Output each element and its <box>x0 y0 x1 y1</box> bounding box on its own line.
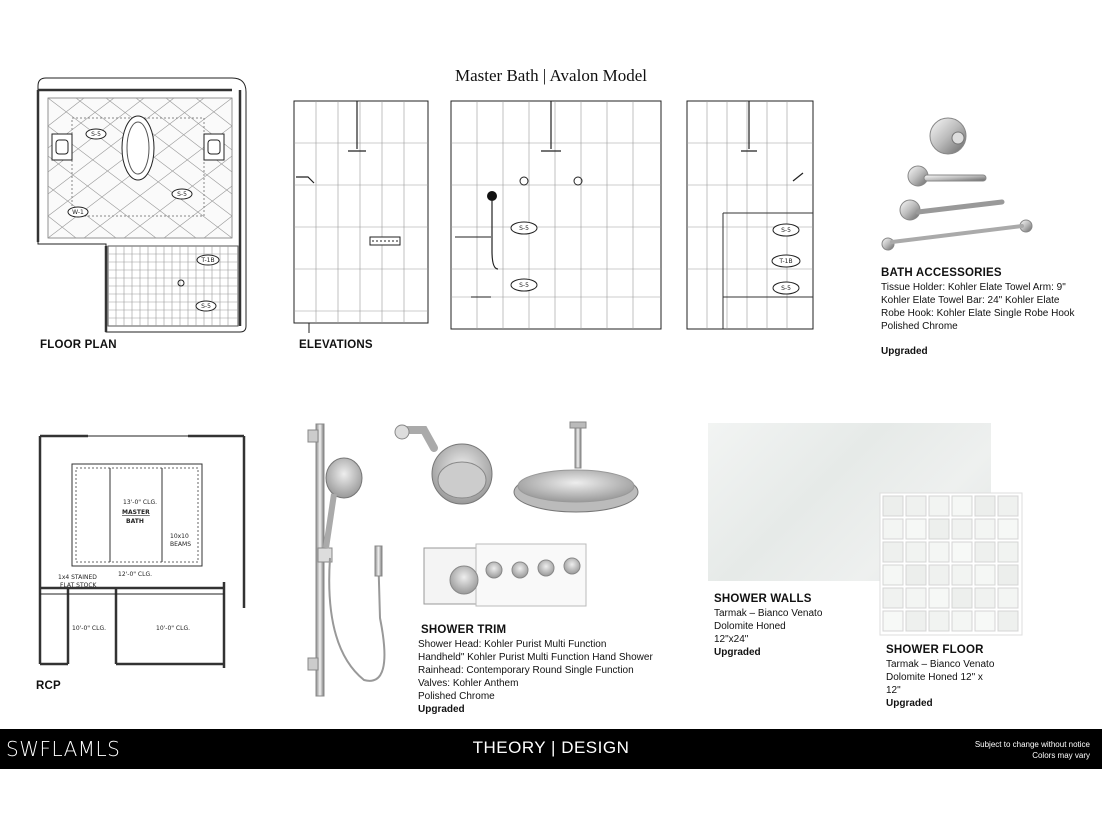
floor-tile <box>952 519 972 539</box>
bath-accessories-spec <box>881 267 1096 358</box>
floor-tile <box>906 496 926 516</box>
shower-trim-line: Valves: Kohler Anthem <box>418 678 519 689</box>
shower-walls-heading: SHOWER WALLS <box>714 593 812 605</box>
shower-floor-line: Tarmak – Bianco Venato <box>886 659 995 670</box>
shower-walls-line: Tarmak – Bianco Venato <box>714 608 823 619</box>
footer-brand: THEORY | DESIGN <box>472 738 630 757</box>
svg-text:10'-0" CLG.: 10'-0" CLG. <box>156 625 191 632</box>
floor-plan-drawing <box>36 76 248 334</box>
floor-tile <box>975 611 995 631</box>
shower-trim-line: Shower Head: Kohler Purist Multi Function <box>418 639 607 650</box>
svg-text:MASTER: MASTER <box>122 509 150 516</box>
svg-text:BEAMS: BEAMS <box>170 541 191 548</box>
shower-floor-line: Dolomite Honed 12" x <box>886 672 983 683</box>
floor-tile <box>883 542 903 562</box>
bath-accessories-line: Polished Chrome <box>881 321 958 332</box>
shower-trim-status: Upgraded <box>418 704 465 715</box>
floor-tile <box>929 519 949 539</box>
svg-text:S-5: S-5 <box>781 227 791 234</box>
svg-text:S-5: S-5 <box>91 131 101 138</box>
shower-floor-line: 12" <box>886 685 901 696</box>
bath-accessories-heading: BATH ACCESSORIES <box>881 267 1002 279</box>
svg-text:10'-0" CLG.: 10'-0" CLG. <box>72 625 107 632</box>
shower-floor-status: Upgraded <box>886 698 933 709</box>
floor-tile <box>929 542 949 562</box>
elevations-label: ELEVATIONS <box>299 339 373 351</box>
bath-accessories-line: Tissue Holder: Kohler Elate Towel Arm: 9" <box>881 282 1066 293</box>
svg-text:FLAT STOCK: FLAT STOCK <box>60 582 97 589</box>
svg-text:S-5: S-5 <box>519 225 529 232</box>
floor-tile <box>998 611 1018 631</box>
floor-tile <box>883 588 903 608</box>
elevation-right-tags <box>772 224 800 294</box>
shower-floor-heading: SHOWER FLOOR <box>886 644 984 656</box>
floor-tile <box>883 611 903 631</box>
floor-tile <box>906 542 926 562</box>
footer-note-line: Colors may vary <box>1032 751 1090 760</box>
rcp-label: RCP <box>36 680 61 692</box>
svg-text:13'-0" CLG.: 13'-0" CLG. <box>123 499 158 506</box>
floor-tile <box>883 496 903 516</box>
shower-trim-line: Rainhead: Contemporary Round Single Function <box>418 665 634 676</box>
floor-tile <box>929 565 949 585</box>
floor-tile <box>906 588 926 608</box>
elevation-left <box>294 101 430 333</box>
floor-tile <box>998 496 1018 516</box>
svg-text:S-5: S-5 <box>201 303 211 310</box>
footer-logo: SWFLAMLS <box>6 737 121 761</box>
svg-text:S-5: S-5 <box>519 282 529 289</box>
svg-text:12'-0" CLG.: 12'-0" CLG. <box>118 571 153 578</box>
shower-floor-tile-swatch <box>880 493 1022 635</box>
floor-tile <box>975 565 995 585</box>
floor-tile <box>929 611 949 631</box>
footer-disclaimer <box>975 739 1090 761</box>
floor-tile <box>952 588 972 608</box>
shower-trim-spec <box>418 624 698 716</box>
floor-tile <box>998 519 1018 539</box>
shower-walls-line: 12"x24" <box>714 634 749 645</box>
elevation-right <box>687 101 815 333</box>
floor-tile <box>929 496 949 516</box>
floor-tile <box>998 588 1018 608</box>
floor-tile <box>952 542 972 562</box>
shower-walls-status: Upgraded <box>714 647 761 658</box>
shower-floor-spec <box>886 644 1046 710</box>
bath-accessories-line: Robe Hook: Kohler Elate Single Robe Hook <box>881 308 1075 319</box>
floor-tile <box>883 519 903 539</box>
floor-tile <box>952 611 972 631</box>
svg-text:W-1: W-1 <box>72 209 84 216</box>
floor-tile <box>975 519 995 539</box>
shower-walls-spec <box>714 593 874 659</box>
svg-text:1x4 STAINED: 1x4 STAINED <box>58 574 97 581</box>
svg-text:S-5: S-5 <box>781 285 791 292</box>
floor-tile <box>929 588 949 608</box>
shower-walls-line: Dolomite Honed <box>714 621 786 632</box>
bath-accessories-status: Upgraded <box>881 346 928 357</box>
bath-accessories-line: Kohler Elate Towel Bar: 24" Kohler Elate <box>881 295 1060 306</box>
floor-tile <box>883 565 903 585</box>
shower-trim-line: Handheld" Kohler Purist Multi Function Hand Shower <box>418 652 653 663</box>
shower-trim-line: Polished Chrome <box>418 691 495 702</box>
elevation-center <box>451 101 665 333</box>
page-title: Master Bath | Avalon Model <box>455 66 647 85</box>
svg-text:S-5: S-5 <box>177 191 187 198</box>
floor-tile <box>906 519 926 539</box>
svg-text:BATH: BATH <box>126 518 144 525</box>
shower-trim-heading: SHOWER TRIM <box>421 624 507 636</box>
floor-tile <box>952 565 972 585</box>
bath-accessories-image <box>878 112 1038 257</box>
svg-text:10x10: 10x10 <box>170 533 189 540</box>
floor-tile <box>975 542 995 562</box>
footer-bar <box>0 729 1102 769</box>
floor-tile <box>998 542 1018 562</box>
svg-text:T-1B: T-1B <box>779 258 793 265</box>
floor-tile <box>906 611 926 631</box>
floor-tile <box>975 496 995 516</box>
floor-tile <box>998 565 1018 585</box>
rcp-drawing <box>38 432 248 672</box>
floor-tile <box>975 588 995 608</box>
footer-note-line: Subject to change without notice <box>974 740 1090 749</box>
floor-plan-label: FLOOR PLAN <box>40 339 117 351</box>
floor-tile <box>906 565 926 585</box>
floor-tile <box>952 496 972 516</box>
svg-text:T-1B: T-1B <box>201 257 215 264</box>
